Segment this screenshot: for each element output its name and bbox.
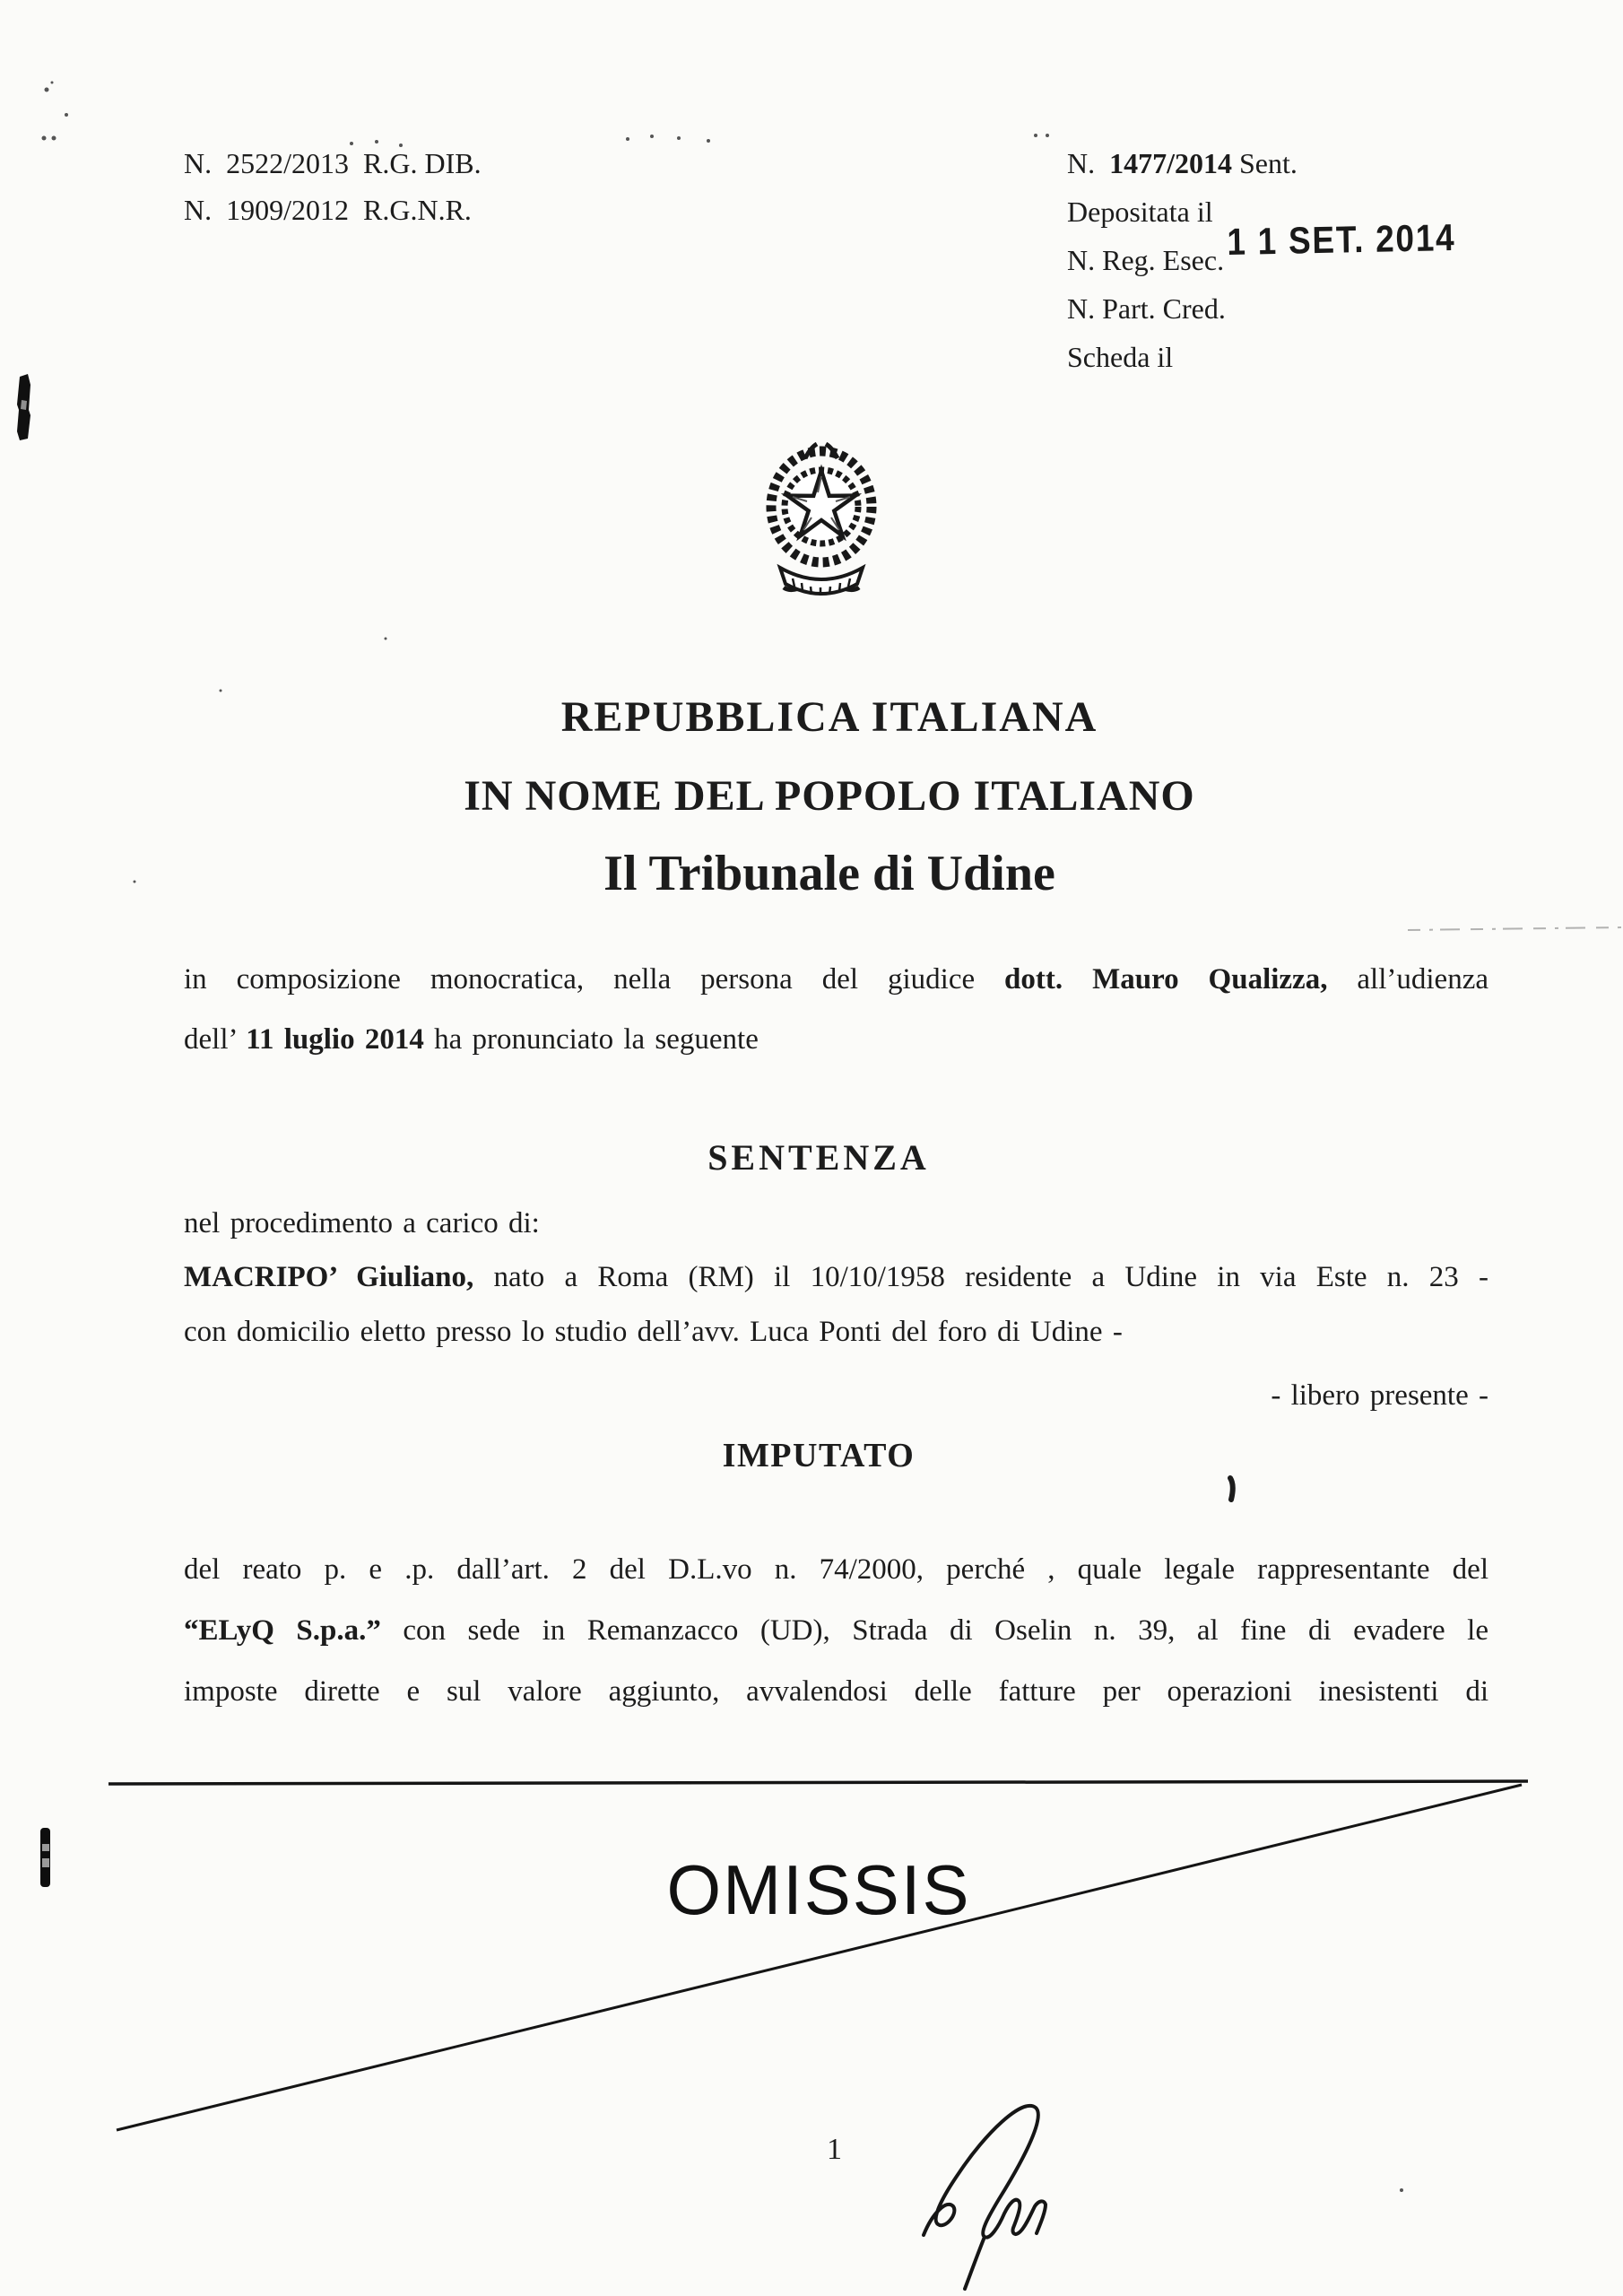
charge-line-1: del reato p. e .p. dall’art. 2 del D.L.vo n. 74/2000, perché , quale legale rappresentante del [184,1553,1488,1586]
defendant-details: nato a Roma (RM) il 10/10/1958 residente a Udine in via Este n. 23 - [473,1261,1488,1293]
sentence-number-prefix: N. [1067,147,1110,179]
italian-republic-emblem-icon [753,435,890,601]
title-in-nome-del-popolo: IN NOME DEL POPOLO ITALIANO [464,772,1195,820]
charge-line-3: imposte dirette e sul valore aggiunto, avvalendosi delle fatture per operazioni inesistenti di [184,1675,1488,1708]
hearing-date-suffix: ha pronunciato la seguente [423,1023,759,1056]
deposit-date-stamp: 1 1 SET. 2014 [1227,215,1456,263]
ink-mark-upper-gap [21,400,27,410]
part-cred-label: N. Part. Cred. [1067,292,1226,325]
intro-text-a: in composizione monocratica, nella persona del giudice [184,963,1005,996]
title-repubblica-italiana: REPUBBLICA ITALIANA [560,693,1098,741]
defendant-name: MACRIPO’ Giuliano, [184,1261,474,1293]
charge-line-2-rest: con sede in Remanzacco (UD), Strada di Oselin n. 39, al fine di evadere le [380,1614,1489,1647]
scheda-label: Scheda il [1067,341,1174,373]
defendant-line [184,1259,1488,1295]
hearing-date: 11 luglio 2014 [246,1023,424,1056]
page-number: 1 [827,2133,842,2166]
omissis-label: OMISSIS [666,1850,971,1929]
omissis-diagonal-line [117,1785,1522,2130]
ink-mark-upper [17,374,30,440]
case-number-rg-dib: N. 2522/2013 R.G. DIB. [184,147,482,179]
judge-paragraph-line-1 [184,961,1488,997]
omissis-separator-line [108,1781,1528,1784]
case-number-rgnr: N. 1909/2012 R.G.N.R. [184,194,472,226]
ink-tick [1230,1478,1233,1500]
deposit-date-label: Depositata il [1067,196,1213,228]
sentence-number-suffix: Sent. [1232,147,1298,179]
sentenza-heading: SENTENZA [707,1137,930,1178]
company-name: “ELyQ S.p.a.” [184,1614,381,1647]
sentence-number-line [1067,145,1298,181]
title-tribunale-di-udine: Il Tribunale di Udine [603,846,1055,901]
intro-text-c: all’udienza [1327,963,1488,996]
faint-dashed-artifact [1408,927,1623,930]
signature [924,2106,1046,2289]
imputato-heading: IMPUTATO [722,1437,916,1474]
judge-name: dott. Mauro Qualizza, [1004,963,1328,996]
judge-paragraph-line-2 [184,1022,759,1057]
procedimento-line: nel procedimento a carico di: [184,1207,540,1239]
hearing-date-prefix: dell’ [184,1023,247,1056]
charge-line-2 [184,1613,1488,1648]
sentence-number-value: 1477/2014 [1109,147,1232,179]
domicile-line: con domicilio eletto presso lo studio dell’avv. Luca Ponti del foro di Udine - [184,1316,1123,1348]
reg-esec-label: N. Reg. Esec. [1067,244,1225,276]
libero-presente-line: - libero presente - [1271,1379,1488,1412]
